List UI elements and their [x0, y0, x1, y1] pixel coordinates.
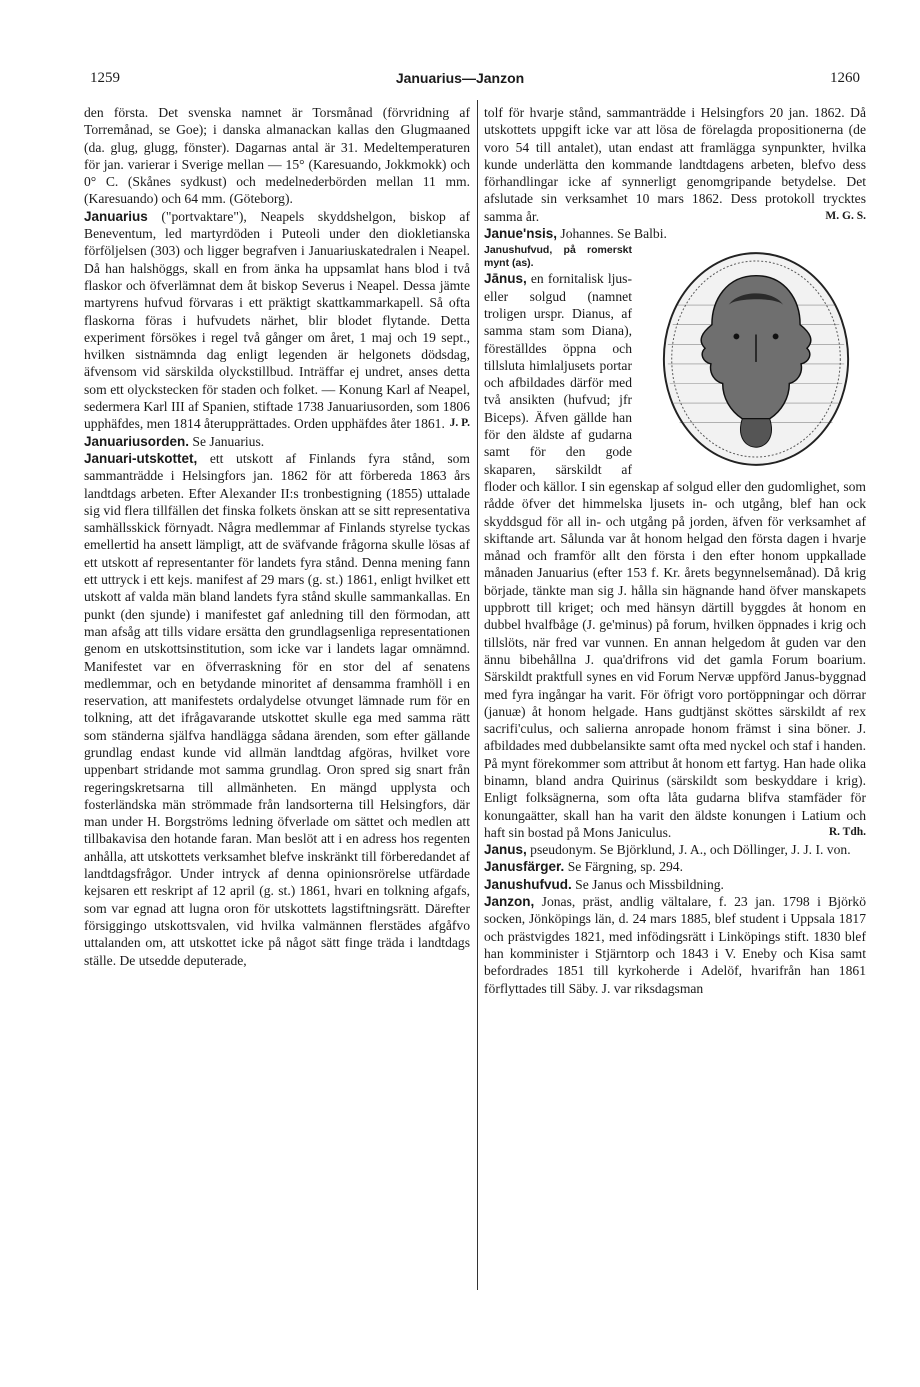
entry-headword: Jānus, — [484, 271, 527, 287]
entry-janzon — [484, 893, 866, 997]
entry-januarius — [84, 208, 470, 433]
janus-coin-image — [658, 246, 854, 472]
page-number-right: 1260 — [830, 70, 860, 86]
entry-headword: Januariusorden. — [84, 433, 190, 449]
entry-text: Johannes. Se Balbi. — [557, 226, 667, 242]
entry-headword: Janushufvud. — [484, 876, 572, 892]
entry-headword: Januari-utskottet, — [84, 450, 198, 466]
page-header — [0, 70, 920, 94]
entry-headword: Janzon, — [484, 894, 535, 910]
entry-text: Se Janus och Missbildning. — [571, 876, 724, 892]
entry-janusfarger — [484, 858, 866, 875]
entry-text: Se Januarius. — [189, 433, 265, 449]
entry-continuation — [484, 104, 866, 225]
author-signature: R. Tdh. — [828, 825, 866, 838]
right-column — [484, 104, 866, 997]
entry-paragraph — [84, 104, 470, 208]
janus-figure — [640, 246, 872, 472]
author-signature: J. P. — [449, 417, 470, 430]
entry-januensis — [484, 225, 866, 242]
entry-januariusorden — [84, 433, 470, 450]
entry-headword: Janue'nsis, — [484, 226, 557, 242]
entry-text: ("portvaktare"), Neapels skyddshelgon, biskop af Beneventum, led martyrdöden i Puteoli under den diokletianska förföljelsen (303) och ligger begrafven i Januariuskatedralen i Neapel. Då han halshöggs, skall en from änka ha uppsamlat hans blod i två flaskor och öfverlämnat dem åt biskop Severus i Neapel. Dessa jämte martyrens hufvud förvaras i ett präktigt skattkammarkapell. Så ofta flaskorna föras i hufvudets närhet, blir blodet flytande. Detta experiment försökes i regel två gånger om året, 1 maj och 19 sept., hvilken sistnämnda dag enligt legenden är helgonets dödsdag, äfvensom vid särskilda olyckstillbud. Inträffar ej undret, anses detta som ett olyckstecken för staden och folket. — Konung Karl af Neapel, sedermera Karl III af Spanien, stiftade 1738 Januariusorden, som 1806 upphäfdes, men 1814 återupprättades. Orden upphäfdes åter 1861. — [84, 208, 470, 432]
entry-janus-pseudonym — [484, 841, 866, 858]
entry-janushufvud — [484, 876, 866, 893]
running-head: Januarius—Janzon — [395, 70, 525, 86]
figure-caption: Janushufvud, på romerskt mynt (as). — [484, 244, 632, 270]
entry-text: Se Färgning, sp. 294. — [564, 859, 683, 875]
entry-text: tolf för hvarje stånd, sammanträdde i Helsingfors 20 jan. 1862. Då utskottets uppgift icke var att lösa de förelagda propositionerna (de voro 54 till antalet), utan endast att framlägga synpunkter, hvilka kunde underlätta den kommande landtdagens arbeten, blefvo dess förhandlingar icke af synnerligt genomgripande betydelse. Det afslutade sin verksamhet 10 mars 1862. Dess protokoll trycktes samma år. — [484, 105, 866, 224]
entry-text: en fornitalisk ljus- eller solgud (namnet troligen urspr. Dianus, af samma stam som Diana), föreställdes öppna och tillsluta himlaljusets portar och afbildades därför med två ansikten (hufvud; jfr Biceps). Äfven gällde han för den äldste af gudarna samt för den gode skaparen, särskildt af floder och källor. I sin egenskap af solgud eller den gudomlighet, som rådde öfver det himmelska ljusets in- och utgång, blef han ock skyddsgud för all in- och utgång på jorden, äfven för verksamhet af skiftande art. Sålunda var åt honom helgad den första dagen i hvarje månad och framför allt den första i den efter honom uppkallade månaden Januarius (efter 153 f. Kr. årets begynnelsemånad). Då krig började, tänkte man sig J. hålla sin hägnande hand öfver manskapets uppbrott till kriget; och med hänsyn därtill byggdes åt honom en dubbel hvalfbåge (J. ge'minus) på forum, hvilken öppnades i krig och tillslöts, när fred var vunnen. En annan helgedom åt guden var den ännu bibehållna J. qua'drifrons vid det gamla Forum boarium. Särskildt praktfull synes en vid Forum Nervæ uppförd Janus-byggnad med fyra ingångar ha varit. För öfrigt voro portöppningar och dörrar (januæ) åt honom helgade. Hans gudtjänst sköttes särskildt af rex sacrifi'culus, och salierna anropade honom främst i sina böner. J. afbildades med dubbelansikte samt ofta med nyckel och staf i handen. På mynt förekommer som attribut åt honom ett fartyg. Han hade olika binamn, bland andra Quirinus (särskildt som beskyddare i krig). Enligt folksägnerna, som ofta låta gudarna blifva stamfäder för konungaätter, skall han ha varit den äldste konungen i Latium och haft sin bostad på Mons Janiculus. — [484, 271, 866, 840]
author-signature: M. G. S. — [825, 209, 866, 222]
entry-headword: Janusfärger. — [484, 859, 565, 875]
entry-januari-utskottet — [84, 450, 470, 969]
entry-text: ett utskott af Finlands fyra stånd, som sammanträdde i Helsingfors jan. 1862 för att förbereda 1863 års landtdags arbeten. Efter Alexander II:s tronbestigning (1855) uttalade sig vid flera tillfällen det finska folkets önskan att se sitt representativa samhällsskick förnyadt. Några medlemmar af Finlands styrelse tyckas emellertid ha ansett lämpligt, att de sväfvande frågorna skulle lösas af ett utskott af representanter för landets fyra stånd. Denna mening fann ett uttryck i ett kejs. manifest af 29 mars (g. st.) 1861, enligt hvilket ett utskott af valda män bland landets fyra stånd skulle sammankallas. En punkt (den sjunde) i manifestet gaf anledning till den förmodan, att man afsåg att tills vidare ersätta den grundlagsenliga representationen genom en utskottsinstitution, som icke var i landets lagar omnämnd. Manifestet var en öfverraskning för en stor del af senatens medlemmar, och en betydande minoritet af densamma framhöll i en reservation, att manifestets ordalydelse otvunget lämnade rum för en tolkning, att det ifrågavarande utskottet skulle ega med samma rätt som ständerna själfva handlägga sådana ärenden, som efter gällande grundlag endast kunde vid allmän landtdag afgöras, hvilket vore uppenbart stridande mot samma grundlag. Oron spred sig snart från regeringskretsarna till allmänheten. En mängd upplysta och fosterländska män strömmade från landsorterna till Helsingfors, där man under H. Borgströms ledning öfverlade om sättet och medlen att tillbakavisa den hotande faran. Man beslöt att i en adress hos regenten anhålla, att utskottets verksamhet blefve inskränkt till förberedandet af landtdagsfrågor. Under intryck af denna opinionsrörelse utfärdade kejsaren ett reskript af 12 april (g. st.) 1861, hvari en tolkning afgafs, som var egnad att lugna oron för utskottets lagstiftningsrätt. Därefter försiggingo utskottsvalen, vid hvilka valmännen flerstädes afgåfvo uttalanden om, att utskottet icke på något sätt finge träda i landtdags ställe. De utsedde deputerade, — [84, 450, 470, 968]
entry-text: den första. Det svenska namnet är Torsmånad (förvridning af Torremånad, se Goe); i danska almanackan kallas den Glugmaaned (da. glug, glugg, fönster). Dagarnas antal är 31. Medeltemperaturen för jan. varierar i Sverige mellan — 15° (Karesuando, Jokkmokk) och 0° C. (Skånes sydkust) och medelnederbörden mellan 11 mm. (Karesuando) och 64 mm. (Göteborg). — [84, 105, 470, 207]
left-column — [84, 104, 470, 969]
entry-text: Jonas, präst, andlig vältalare, f. 23 jan. 1798 i Björkö socken, Jönköpings län, d. 24 mars 1885, blef student i Uppsala 1817 och prästvigdes 1821, med infödingsrätt i Linköpings stift. 1830 blef han komminister i Stjärntorp och 1843 i V. Eneby och Kisa samt befordrades 1851 till kyrkoherde i Adelöf, hvarifrån han 1861 förflyttades till Säby. J. var riksdagsman — [484, 894, 866, 996]
page-number-left: 1259 — [90, 70, 120, 86]
entry-text: pseudonym. Se Björklund, J. A., och Döllinger, J. J. I. von. — [526, 842, 851, 858]
entry-headword: Janus, — [484, 842, 527, 858]
column-divider — [477, 100, 478, 1290]
entry-headword: Januarius — [84, 208, 148, 224]
